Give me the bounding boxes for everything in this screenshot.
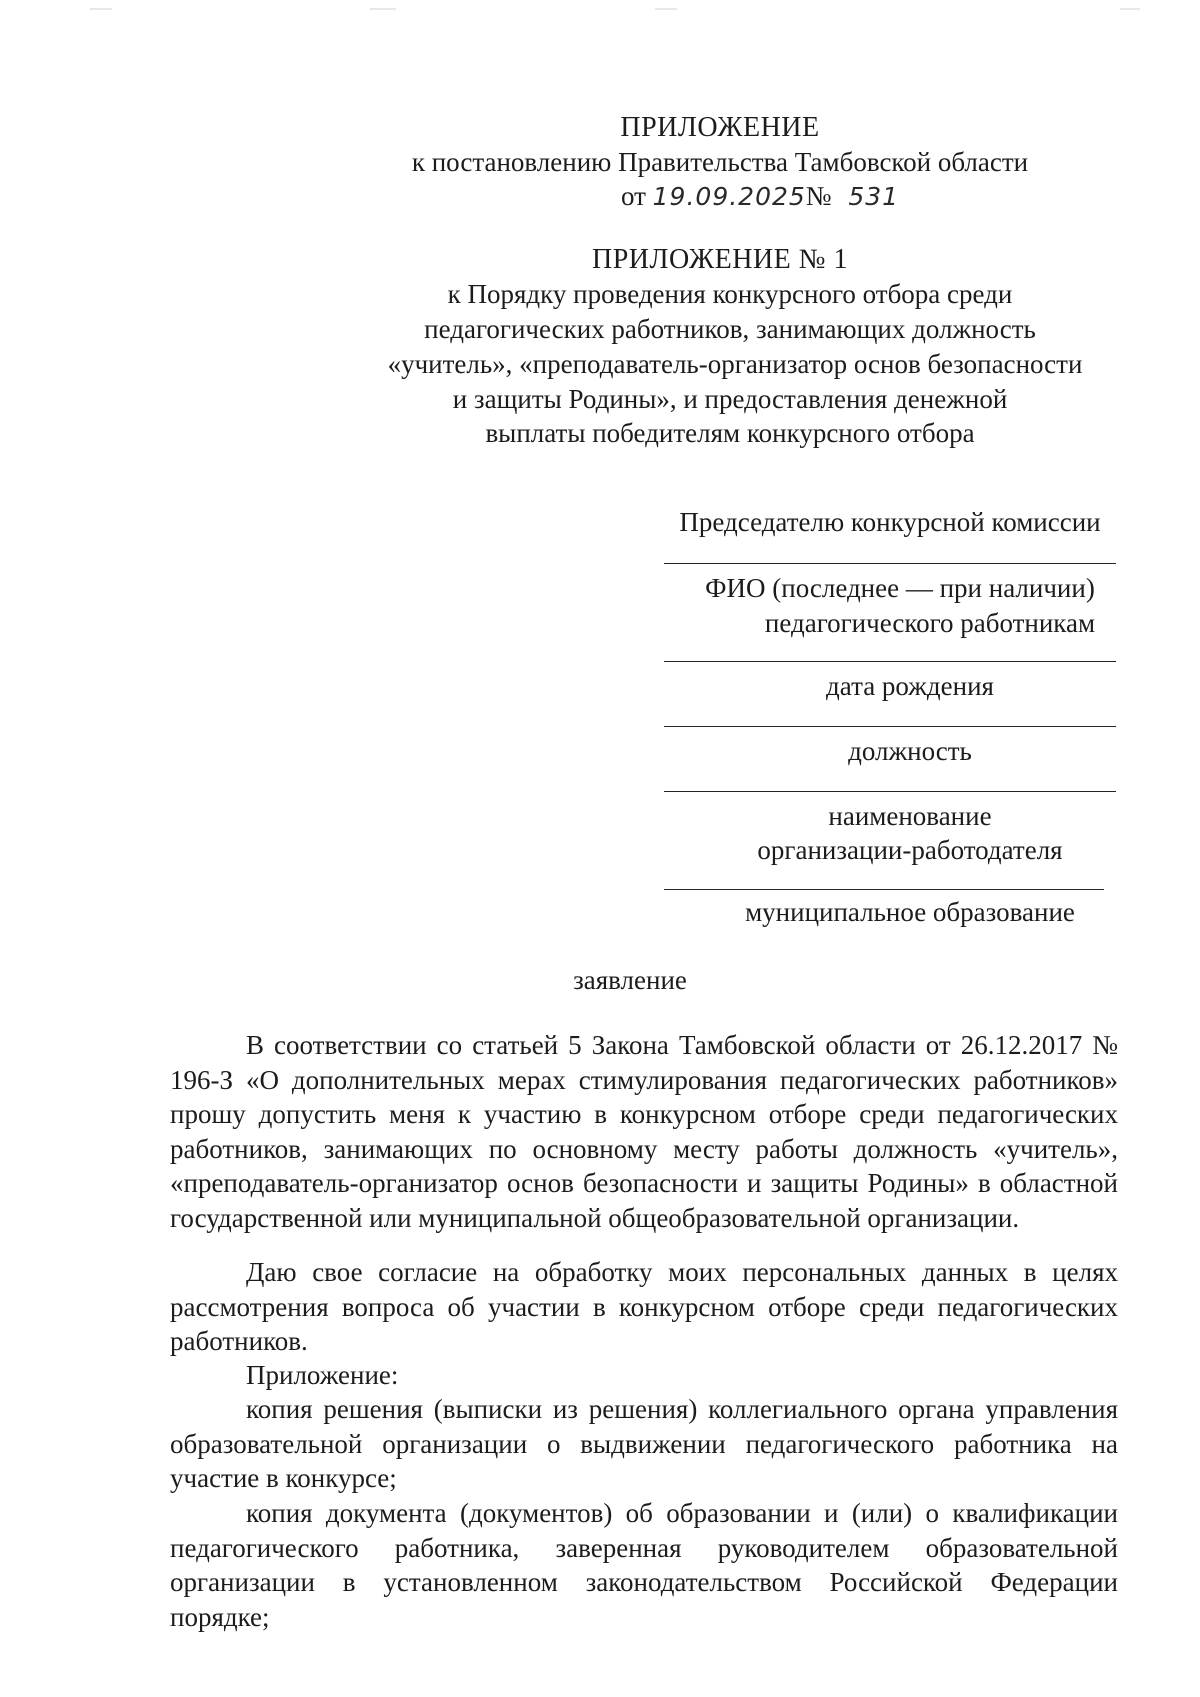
fio-label-1: ФИО (последнее — при наличии) [705, 573, 1095, 603]
statement-title: заявление [573, 965, 687, 995]
scan-mark [1120, 8, 1140, 10]
addressee-to: Председателю конкурсной комиссии [679, 507, 1101, 537]
birth-date-field-line [664, 661, 1116, 662]
handwritten-date: 19.09.2025 [652, 182, 806, 211]
fio-field-line [664, 563, 1116, 564]
statement-paragraph-1: В соответствии со статьей 5 Закона Тамбовской области от 26.12.2017 № 196-З «О дополнительных мерах стимулирования педагогических работников» прошу допустить меня к участию в конкурсном отборе среди педагогических работников, занимающих по основному месту работы должность «учитель», «преподаватель-организатор основ безопасности и защиты Родины» в областной государственной или муниципальной общеобразовательной организации. [170, 1030, 1118, 1233]
appendix1-line-4: и защиты Родины», и предоставления денежной [452, 384, 1008, 414]
appendix1-line-5: выплаты победителям конкурсного отбора [485, 418, 975, 448]
from-prefix: от [620, 181, 646, 211]
attachments-heading: Приложение: [246, 1360, 399, 1390]
number-sign: № [805, 181, 832, 211]
birth-date-label: дата рождения [826, 671, 994, 701]
appendix1-title: ПРИЛОЖЕНИЕ № 1 [592, 244, 848, 275]
scan-mark [370, 8, 396, 10]
attachment-item-1: копия решения (выписки из решения) коллегиального органа управления образовательной организации о выдвижении педагогического работника на участие в конкурсе; [170, 1394, 1118, 1494]
municipality-label: муниципальное образование [745, 897, 1075, 927]
appendix1-line-1: к Порядку проведения конкурсного отбора среди [447, 279, 1013, 309]
scan-mark [655, 8, 677, 10]
organization-label-1: наименование [828, 801, 992, 831]
appendix-date-line [560, 178, 960, 215]
appendix1-line-2: педагогических работников, занимающих должность [424, 314, 1036, 344]
position-label: должность [848, 736, 972, 766]
handwritten-number: 531 [848, 182, 900, 211]
appendix1-line-3: «учитель», «преподаватель-организатор основ безопасности [387, 349, 1083, 379]
appendix-resolution-line: к постановлению Правительства Тамбовской области [411, 147, 1029, 177]
organization-label-2: организации-работодателя [757, 835, 1063, 865]
attachment-item-2: копия документа (документов) об образовании и (или) о квалификации педагогического работника, заверенная руководителем образовательной организации в установленном законодательством Российской Федерации порядке; [170, 1498, 1118, 1632]
municipality-field-line [664, 889, 1104, 890]
statement-paragraph-consent: Даю свое согласие на обработку моих персональных данных в целях рассмотрения вопроса об участии в конкурсном отборе среди педагогических работников. [170, 1257, 1118, 1357]
organization-field-line [664, 791, 1116, 792]
scan-mark [90, 8, 112, 10]
fio-label-2: педагогического работникам [764, 608, 1096, 638]
position-field-line [664, 726, 1116, 727]
appendix-title: ПРИЛОЖЕНИЕ [620, 112, 820, 143]
